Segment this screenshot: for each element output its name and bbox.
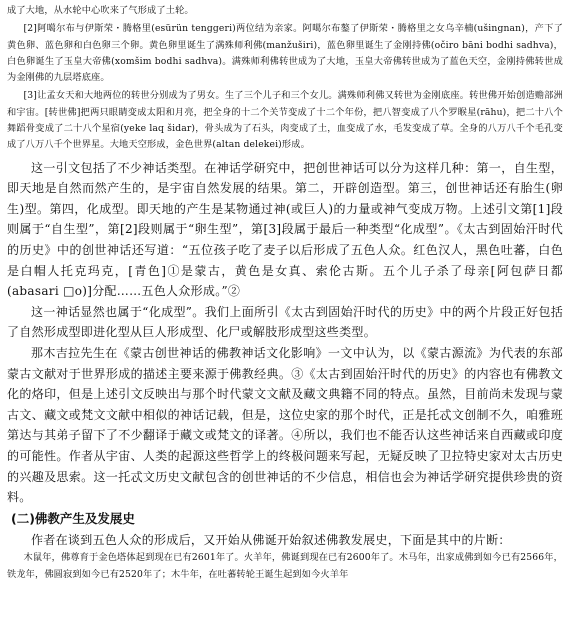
quoted-passage: [7, 3, 563, 154]
quote-history-line: 木鼠年，佛尊育于金色塔体起到现在已有2601年了。火羊年，佛诞到现在已有2600年了。木马年，出家成佛到如今已有2566年，铁龙年，佛圆寂到如今已有2520年了；木牛年，在吐蕃转轮王诞生起到如今火羊年: [7, 552, 563, 580]
body-text-2: [7, 530, 563, 551]
quote-line-continuation: 成了大地，从水轮中心吹来了气形成了土轮。: [7, 5, 194, 16]
section-heading: (二)佛教产生及发展史: [11, 510, 135, 526]
body-paragraph-2: 这一神话显然也属于“化成型”。我们上面所引《太古到固始汗时代的历史》中的两个片段正好包括了自然形成型即进化型从巨人形成型、化尸或解肢形成型这些类型。: [7, 304, 563, 340]
quoted-passage-2: [7, 550, 563, 583]
body-paragraph-3: 那木吉拉先生在《蒙古创世神话的佛教神话文化影响》一文中认为，以《蒙古源流》为代表的东部蒙古文献对于世界形成的描述主要来源于佛教经典。③《太古到固始汗时代的历史》的内容也有佛教文化的烙印，但是上述引文反映出与那个时代蒙文文献及藏文典籍不同的特点。虽然，目前尚未发现与蒙古文、藏文或梵文文献中相似的神话记载，但是，这位史家的那个时代，正是托忒文创制不久，咱雅班第达与其弟子留下了不少翻译于藏文或梵文的译著。④所以，我们也不能否认这些神话来自西藏或印度的可能性。作者从宇宙、人类的起源这些哲学上的终极问题来写起，无疑反映了卫拉特史家对太古历史的兴趣及思索。这一托忒文历史文献包含的创世神话的不少信息，相信也会为神话学研究提供珍贵的资料。: [7, 346, 563, 505]
body-text: [7, 158, 563, 508]
body-paragraph-4: 作者在谈到五色人众的形成后，又开始从佛诞开始叙述佛教发展史，下面是其中的片断：: [31, 532, 511, 547]
quote-note-2: [2]阿噶尔布与伊斯荣・腾格里(esürün tenggeri)两位结为亲家。阿噶尔布鏊了伊斯荣・腾格里之女乌辛楠(ušingnan)，产下了黄色卵、蓝色卵和白色卵三个卵。黄色卵里诞生了满殊师利佛(manžuširi)，蓝色卵里诞生了金刚持佛(očiro bāni bodhi sadhva)，白色卵诞生了玉皇大帝佛(xomšim bodhi sadhva)。满殊师利佛转世成为了大地，玉皇大帝佛转世成为了蓝色天空，金刚持佛转世成为金刚佛的九层塔底座。: [7, 23, 563, 84]
quote-note-3: [3]让孟女天和大地两位的转世分别成为了男女。生了三个儿子和三个女儿。满殊师利佛又转世为金刚底座。转世佛开始创造赡部洲和宇宙。[转世佛]把两只眼睛变成太阳和月亮，把全身的十二个关节变成了十二个年份，把八智变成了八个罗睺星(rāhu)，把二十八个舞蹈骨变成了二十八个星宿(yeke laq šidar)，骨头成为了石头，肉变成了土，血变成了水，毛发变成了草。全身的八万八千个毛孔变成了八万八千个世界星。大地天空形成，金色世界(altan delekei)形成。: [7, 90, 563, 151]
body-paragraph-1: 这一引文包括了不少神话类型。在神话学研究中，把创世神话可以分为这样几种：第一，自生型，即天地是自然而然产生的，是宇宙自然发展的结果。第二，开辟创造型。第三，创世神话还有胎生(卵生)型。第四，化成型。即天地的产生是某物通过神(或巨人)的力量或神气变成万物。上述引文第[1]段则属于“自生型”，第[2]段则属于“卵生型”，第[3]段属于最后一种类型“化成型”。《太古到固始汗时代的历史》中的创世神话还写道：“五位孩子吃了麦子以后形成了五色人众。红色汉人，黑色吐蕃，白色是白帽人托克玛克，[青色]①是蒙古，黄色是女真、索伦古斯。五个儿子杀了母亲[阿包萨日都(abasari □o)]分配……五色人众形成。”②: [7, 160, 563, 299]
